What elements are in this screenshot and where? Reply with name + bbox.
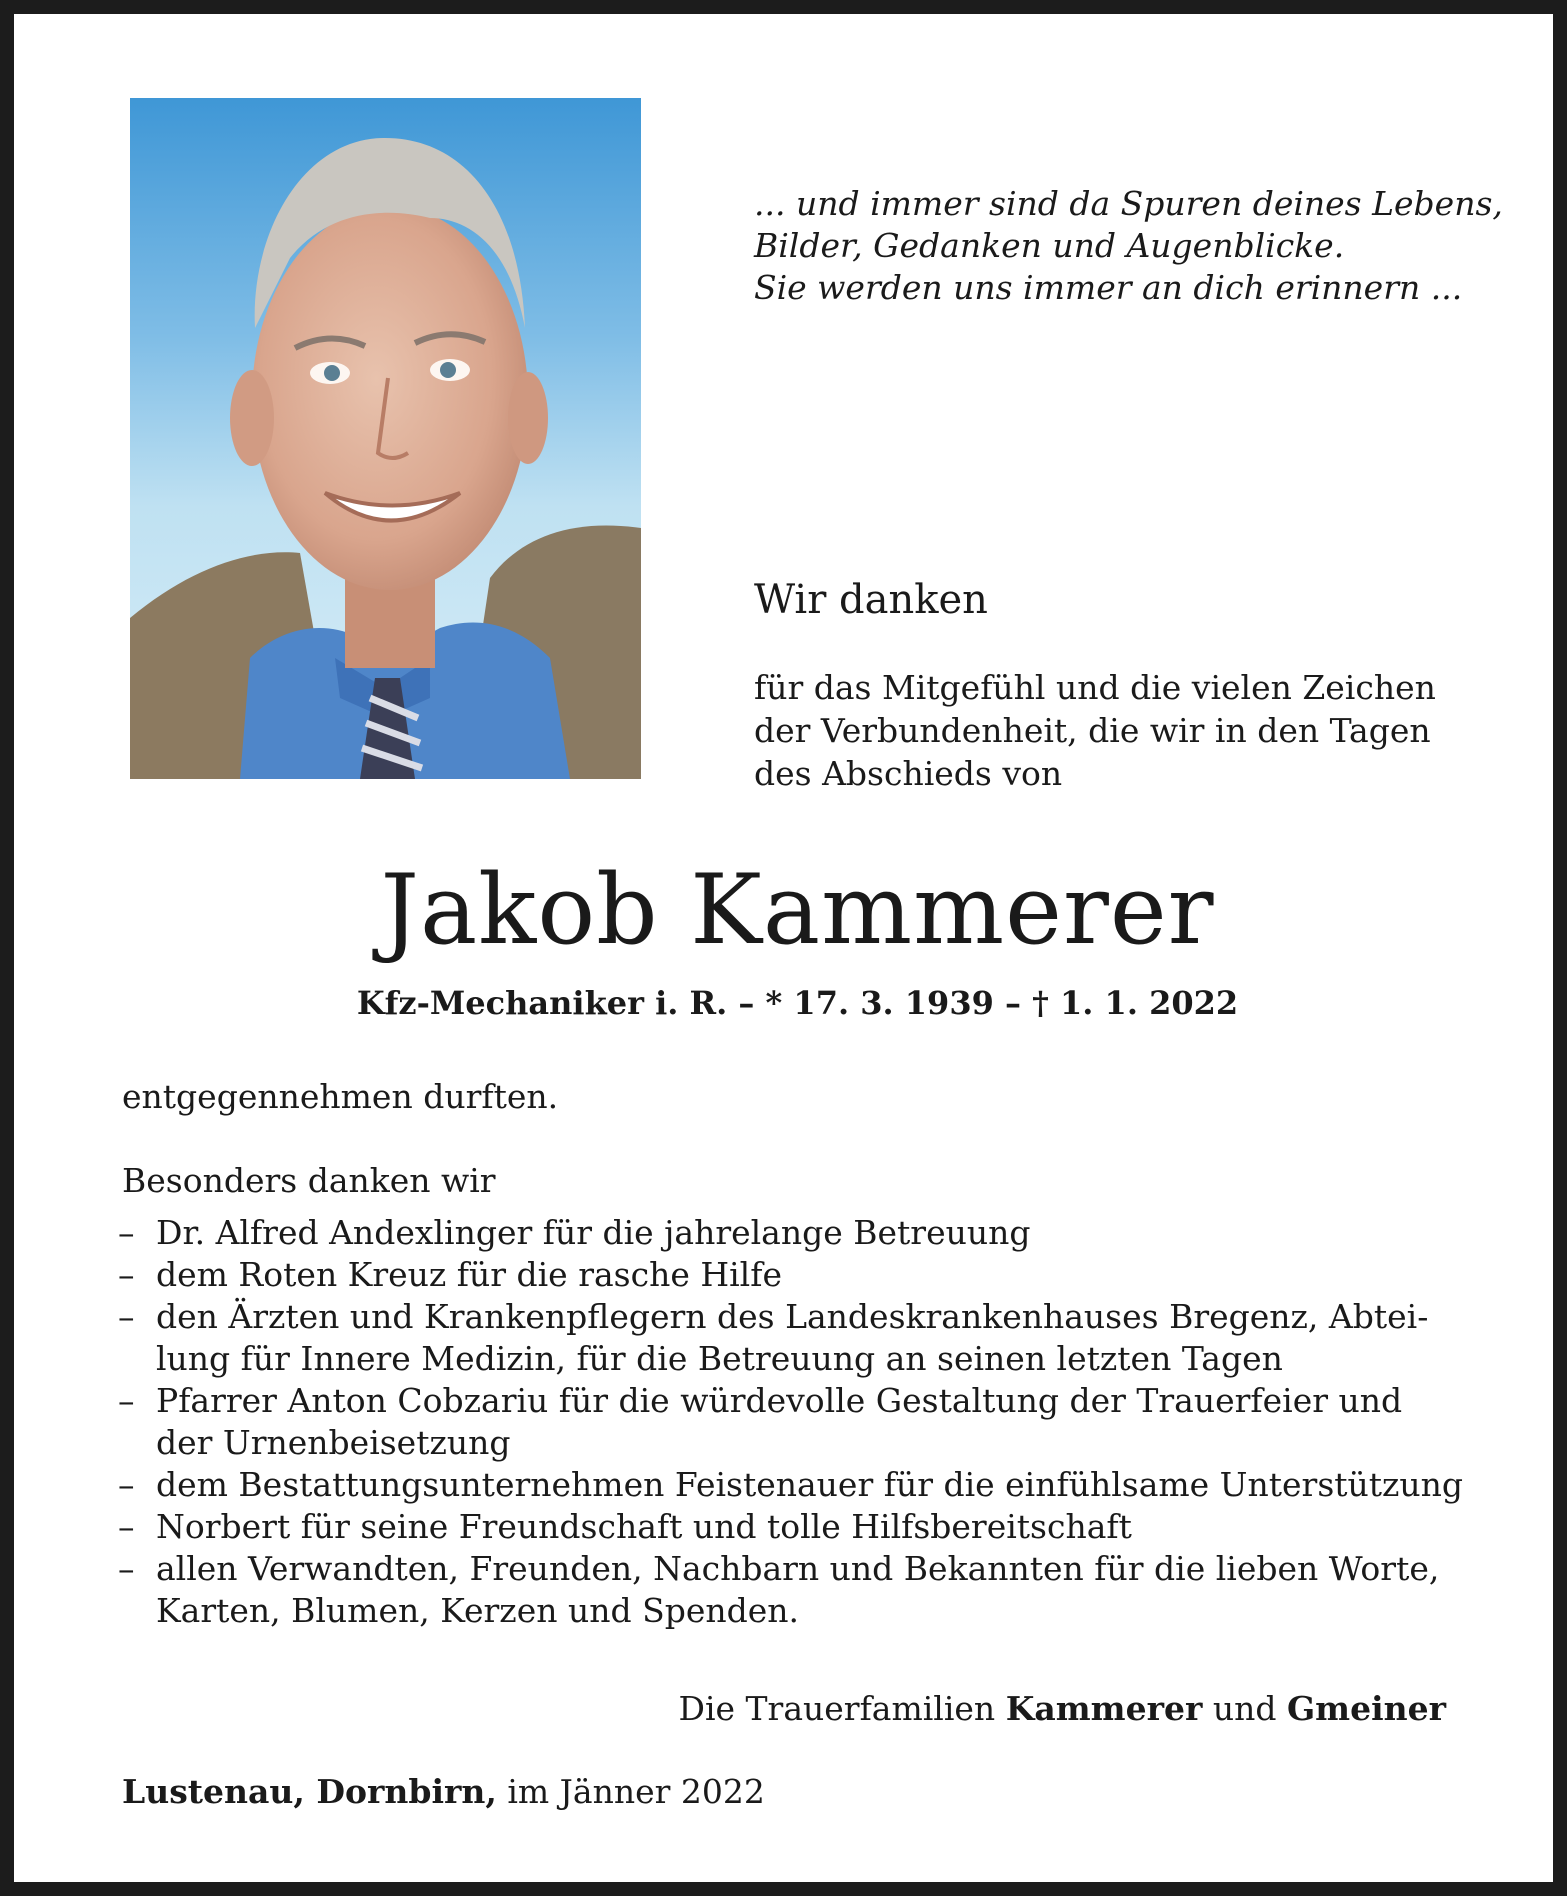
- dash-bullet: –: [118, 1255, 135, 1294]
- special-thanks-list: [118, 1212, 1498, 1632]
- list-item-text: dem Bestattungsunternehmen Feistenauer für die einfühlsame Unterstützung: [156, 1465, 1464, 1504]
- deceased-subtitle: Kfz-Mechaniker i. R. – * 17. 3. 1939 – † 1. 1. 2022: [356, 984, 1239, 1022]
- list-item: [118, 1212, 1498, 1254]
- thanks-intro: [754, 666, 1494, 795]
- closing-text: entgegennehmen durften.: [122, 1077, 559, 1116]
- list-item: [118, 1464, 1498, 1506]
- dash-bullet: –: [118, 1381, 135, 1420]
- list-item-text: den Ärzten und Krankenpflegern des Landeskrankenhauses Bregenz, Abtei-: [156, 1297, 1429, 1336]
- family-name-kammerer: Kammerer: [1005, 1689, 1203, 1728]
- list-item: [118, 1296, 1498, 1380]
- places: Lustenau, Dornbirn,: [122, 1772, 497, 1811]
- dash-bullet: –: [118, 1297, 135, 1336]
- signature-connector: und: [1202, 1689, 1287, 1728]
- list-item: [118, 1254, 1498, 1296]
- list-item-text: dem Roten Kreuz für die rasche Hilfe: [156, 1255, 782, 1294]
- dash-bullet: –: [118, 1549, 135, 1588]
- date: im Jänner 2022: [496, 1772, 765, 1811]
- memorial-poem: [754, 183, 1503, 309]
- signature-prefix: Die Trauerfamilien: [678, 1689, 1006, 1728]
- poem-line: ... und immer sind da Spuren deines Lebens,: [754, 184, 1503, 223]
- thanks-intro-line: für das Mitgefühl und die vielen Zeichen: [754, 668, 1436, 707]
- special-thanks-heading: Besonders danken wir: [122, 1161, 496, 1200]
- deceased-name: Jakob Kammerer: [380, 854, 1215, 966]
- list-item: [118, 1380, 1498, 1464]
- poem-line: Bilder, Gedanken und Augenblicke.: [754, 226, 1345, 265]
- place-and-date: [122, 1772, 765, 1811]
- poem-line: Sie werden uns immer an dich erinnern ...: [754, 268, 1463, 307]
- portrait-photo: [130, 98, 641, 779]
- list-item-text: Norbert für seine Freundschaft und tolle Hilfsbereitschaft: [156, 1507, 1132, 1546]
- list-item: [118, 1506, 1498, 1548]
- family-name-gmeiner: Gmeiner: [1286, 1689, 1446, 1728]
- list-item-text-continued: Karten, Blumen, Kerzen und Spenden.: [156, 1591, 800, 1630]
- thanks-heading: Wir danken: [754, 577, 988, 623]
- list-item-text-continued: der Urnenbeisetzung: [156, 1423, 511, 1462]
- dash-bullet: –: [118, 1465, 135, 1504]
- dash-bullet: –: [118, 1507, 135, 1546]
- list-item-text: allen Verwandten, Freunden, Nachbarn und Bekannten für die lieben Worte,: [156, 1549, 1440, 1588]
- family-signature: [679, 1689, 1446, 1728]
- list-item: [118, 1548, 1498, 1632]
- list-item-text-continued: lung für Innere Medizin, für die Betreuung an seinen letzten Tagen: [156, 1339, 1283, 1378]
- list-item-text: Dr. Alfred Andexlinger für die jahrelange Betreuung: [156, 1213, 1031, 1252]
- list-item-text: Pfarrer Anton Cobzariu für die würdevolle Gestaltung der Trauerfeier und: [156, 1381, 1403, 1420]
- dash-bullet: –: [118, 1213, 135, 1252]
- portrait-illustration: [130, 98, 641, 779]
- thanks-intro-line: des Abschieds von: [754, 754, 1063, 793]
- thanks-intro-line: der Verbundenheit, die wir in den Tagen: [754, 711, 1431, 750]
